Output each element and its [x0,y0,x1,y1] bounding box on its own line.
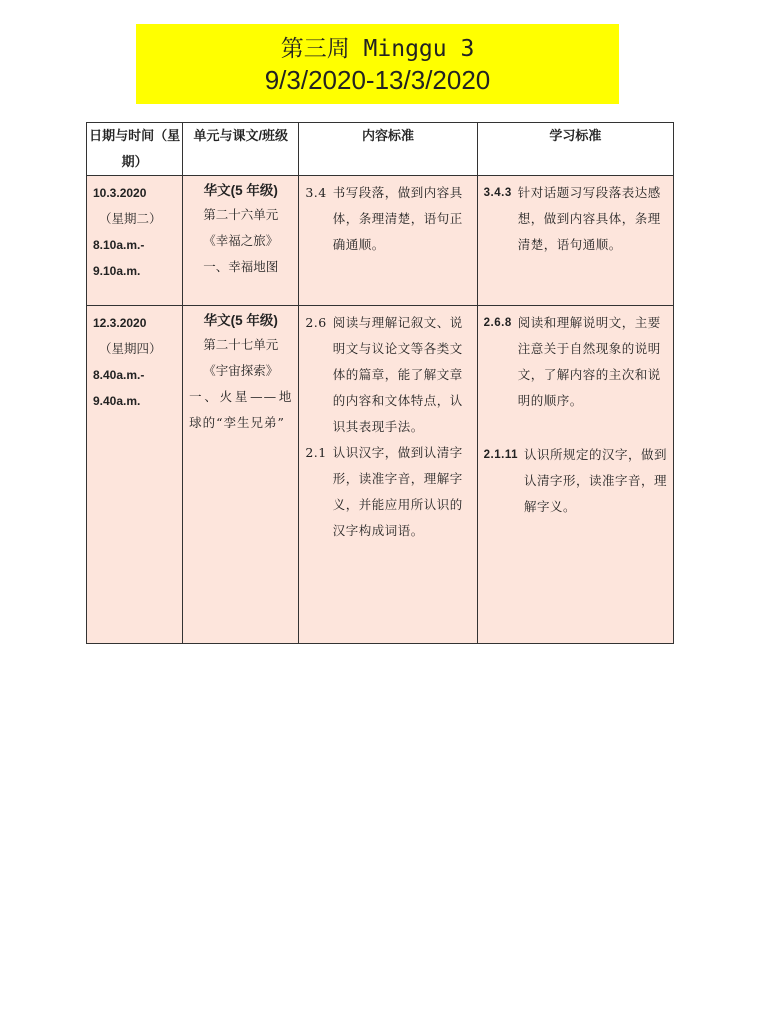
standard-text: 书写段落，做到内容具体，条理清楚，语句正确通顺。 [332,185,463,252]
standard-code: 2.1.11 [483,449,518,461]
lesson-title: 《幸福之旅》 [203,233,279,248]
spacer [484,414,667,442]
content-standard-cell [299,176,477,306]
table-row [87,176,674,306]
standard-text: 阅读和理解说明文，主要注意关于自然现象的说明文，了解内容的主次和说明的顺序。 [517,315,661,408]
lesson-time-start: 8.10a.m.- [93,238,145,252]
content-standard-item [305,180,470,258]
lesson-weekday: （星期四） [99,341,162,356]
learning-standard-cell [477,306,673,644]
standard-text: 针对话题习写段落表达感想，做到内容具体，条理清楚，语句通顺。 [517,185,661,252]
week-title-banner [136,24,619,104]
date-time-cell [87,176,183,306]
lesson-section: 一、幸福地图 [203,259,279,274]
lesson-section: 一、火星——地球的“孪生兄弟” [189,389,293,430]
lesson-time-start: 8.40a.m.- [93,368,145,382]
lesson-date: 12.3.2020 [93,316,147,330]
learning-standard-item [484,442,667,520]
standard-code: 3.4.3 [483,187,512,199]
learning-standard-cell [477,176,673,306]
lesson-unit: 第二十六单元 [203,207,279,222]
subject-grade: 华文(5 年级) [203,183,278,198]
table-row [87,306,674,644]
header-content-standard: 内容标准 [299,123,477,176]
lesson-unit: 第二十七单元 [203,337,279,352]
standard-code: 2.1 [305,445,327,460]
standard-text: 阅读与理解记叙文、说明文与议论文等各类文体的篇章，能了解文章的内容和文体特点，认识其表现手法。 [332,315,463,434]
lesson-time-end: 9.10a.m. [93,264,141,278]
lesson-weekday: （星期二） [99,211,162,226]
standard-code: 3.4 [305,185,327,200]
week-title: 第三周 Minggu 3 [280,36,475,62]
standard-text: 认识汉字，做到认清字形，读准字音，理解字义，并能应用所认识的汉字构成词语。 [332,445,463,538]
lesson-date: 10.3.2020 [93,186,147,200]
unit-lesson-cell [183,306,299,644]
subject-grade: 华文(5 年级) [203,313,278,328]
standard-code: 2.6 [305,315,327,330]
table-header-row [87,123,674,176]
content-standard-item [305,440,470,544]
standard-text: 认识所规定的汉字，做到认清字形，读准字音，理解字义。 [523,447,667,514]
lesson-time-end: 9.40a.m. [93,394,141,408]
header-date-time: 日期与时间（星期） [87,123,183,176]
unit-lesson-cell [183,176,299,306]
learning-standard-item [484,310,667,414]
lesson-title: 《宇宙探索》 [203,363,279,378]
header-unit-lesson: 单元与课文/班级 [183,123,299,176]
content-standard-item [305,310,470,440]
learning-standard-item [484,180,667,258]
lesson-plan-table [86,122,674,644]
standard-code: 2.6.8 [483,317,512,329]
content-standard-cell [299,306,477,644]
date-time-cell [87,306,183,644]
header-learning-standard: 学习标准 [477,123,673,176]
week-date-range: 9/3/2020-13/3/2020 [264,65,491,95]
